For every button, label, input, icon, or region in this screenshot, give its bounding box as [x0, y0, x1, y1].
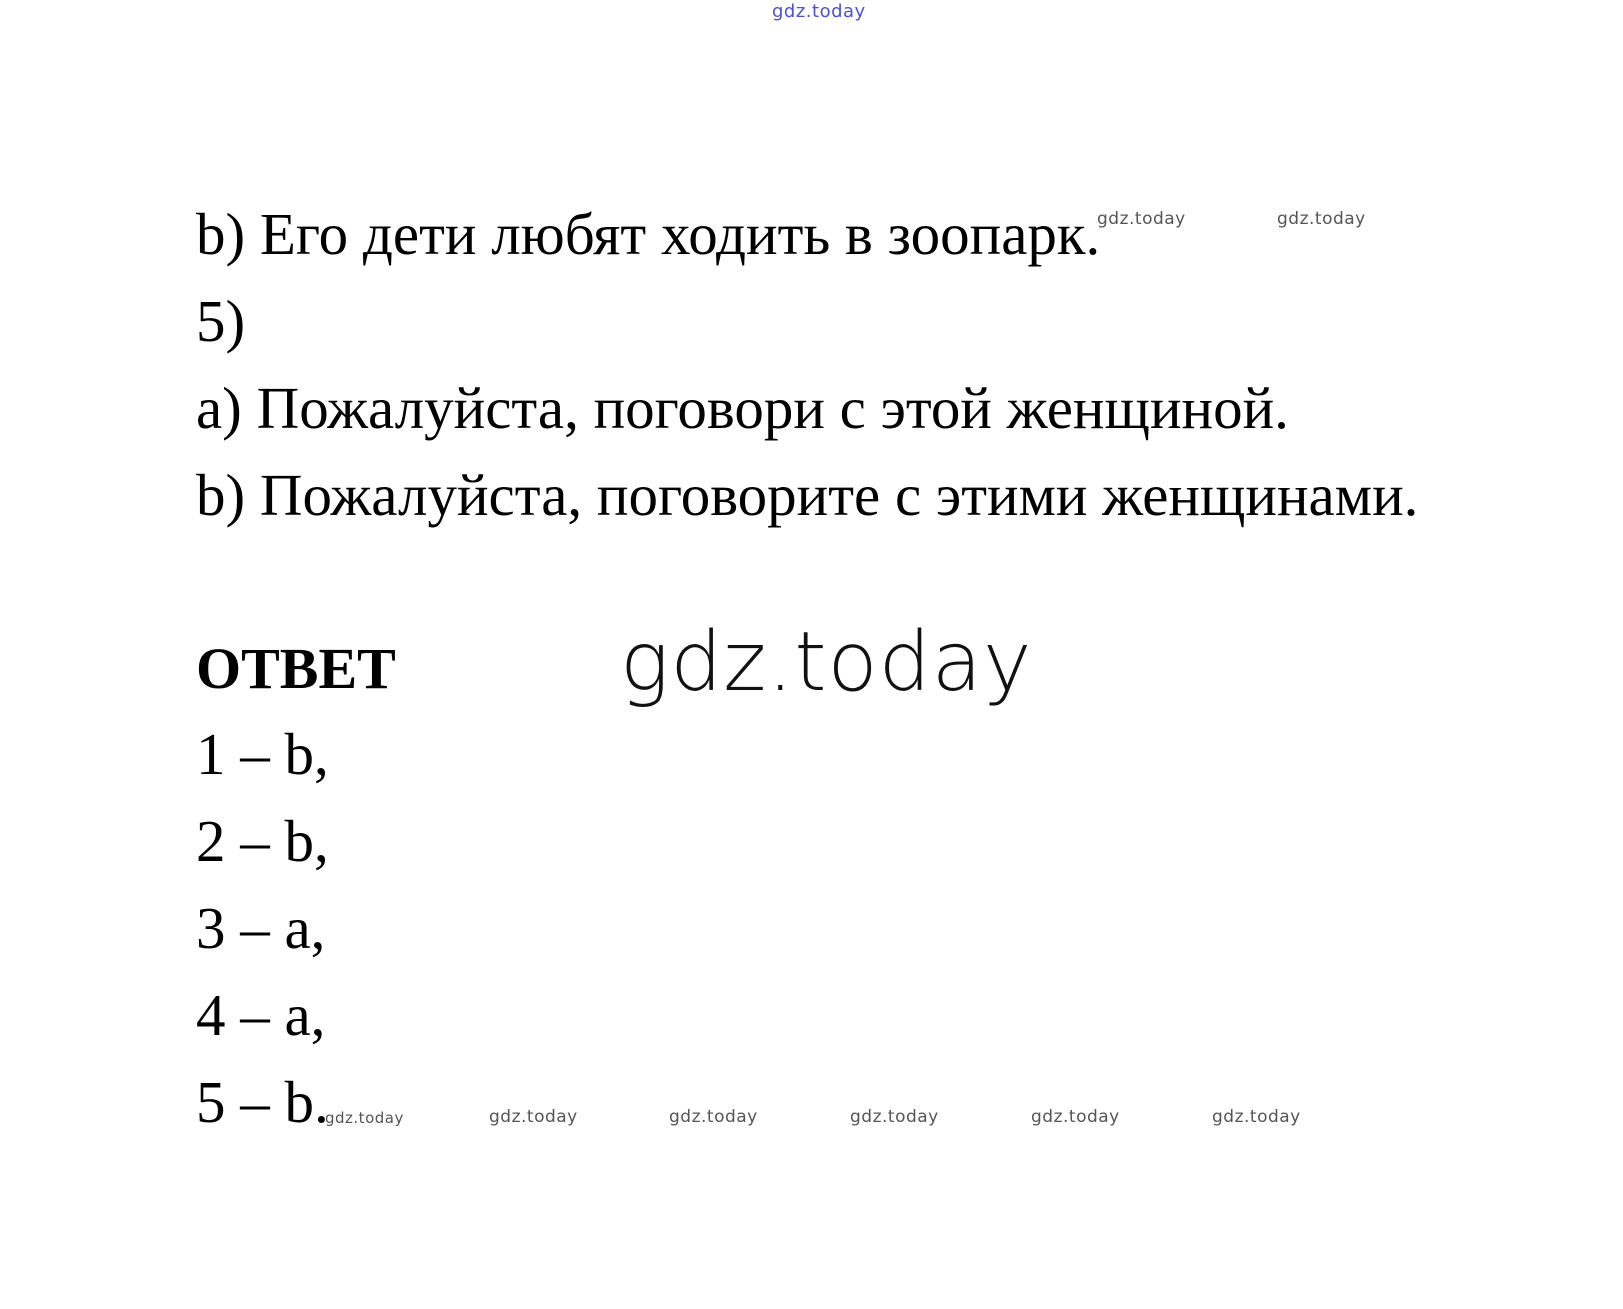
answer-item-2: 2 – b, — [196, 808, 329, 874]
watermark-top: gdz.today — [772, 1, 866, 22]
exercise-line-4b: b) Его дети любят ходить в зоопарк. — [196, 201, 1101, 267]
watermark-bottom-0: gdz.today — [325, 1109, 404, 1127]
exercise-item-5: 5) — [196, 288, 246, 354]
watermark-bottom-5: gdz.today — [1212, 1107, 1301, 1127]
answer-item-5: 5 – b. — [196, 1069, 329, 1135]
watermark-bottom-4: gdz.today — [1031, 1107, 1120, 1127]
answer-item-1: 1 – b, — [196, 721, 329, 787]
answer-heading: ОТВЕТ — [196, 636, 396, 701]
watermark-line1-a: gdz.today — [1097, 209, 1186, 229]
answer-item-3: 3 – a, — [196, 895, 326, 961]
watermark-big: gdz.today — [620, 615, 1033, 710]
watermark-bottom-2: gdz.today — [669, 1107, 758, 1127]
exercise-line-5a: a) Пожалуйста, поговори с этой женщиной. — [196, 375, 1289, 441]
watermark-bottom-1: gdz.today — [489, 1107, 578, 1127]
watermark-bottom-3: gdz.today — [850, 1107, 939, 1127]
exercise-line-5b: b) Пожалуйста, поговорите с этими женщинами. — [196, 462, 1419, 528]
watermark-line1-b: gdz.today — [1277, 209, 1366, 229]
answer-item-4: 4 – a, — [196, 982, 326, 1048]
